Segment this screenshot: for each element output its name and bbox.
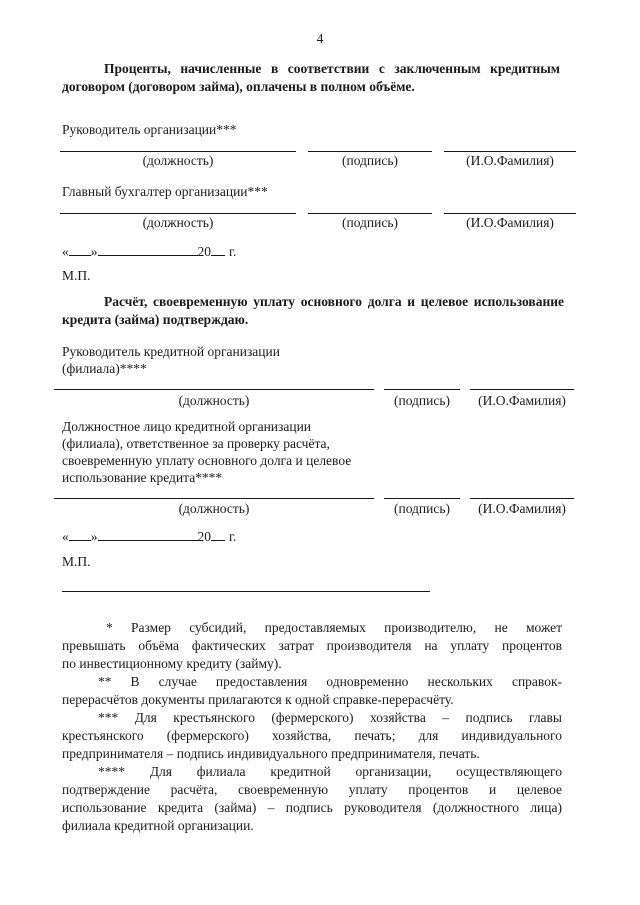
interest-paid-line-2: договором (договором займа), оплачены в полном объёме. xyxy=(62,79,415,94)
footnote-1 xyxy=(62,619,562,673)
confirm-line-1: Расчёт, своевременную уплату основного долга и целевое использование xyxy=(104,294,564,309)
bank-officer-label-3: своевременную уплату основного долга и целевое xyxy=(62,453,352,468)
bank-officer-position-line xyxy=(54,498,374,499)
accountant-signature-caption: (подпись) xyxy=(341,215,399,230)
footnote-4-line-1: **** Для филиала кредитной организации, осуществляющего xyxy=(98,764,562,779)
bank-officer-label-4: использование кредита**** xyxy=(62,470,223,485)
date-year-suffix: г. xyxy=(229,244,237,259)
accountant-name-caption: (И.О.Фамилия) xyxy=(466,215,554,230)
footnote-4-line-4: филиала кредитной организации. xyxy=(62,818,254,833)
bank-officer-position-caption: (должность) xyxy=(178,501,250,516)
date-year-prefix: 20 xyxy=(197,244,211,259)
bank-head-label-1: Руководитель кредитной организации xyxy=(62,344,280,359)
date-year-suffix: г. xyxy=(229,529,237,544)
footnote-1-line-1: * Размер субсидий, предоставляемых производителю, не может xyxy=(106,620,562,635)
stamp-2: М.П. xyxy=(62,554,91,569)
accountant-position-caption: (должность) xyxy=(142,215,214,230)
footnote-4-line-2: подтверждение расчёта, своевременную уплату процентов и целевое xyxy=(62,782,562,797)
footnote-3-line-1: *** Для крестьянского (фермерского) хозяйства – подпись главы xyxy=(98,710,562,725)
footnote-2-line-1: ** В случае предоставления одновременно нескольких справок- xyxy=(98,674,562,689)
footnote-3-line-2: крестьянского (фермерского) хозяйства, печать; для индивидуального xyxy=(62,728,562,743)
org-head-name-caption: (И.О.Фамилия) xyxy=(466,153,554,168)
bank-officer-label-2: (филиала), ответственное за проверку расчёта, xyxy=(62,436,330,451)
bank-officer-name-caption: (И.О.Фамилия) xyxy=(478,501,566,516)
date-line-2 xyxy=(62,528,236,545)
date-open-quote: « xyxy=(62,244,69,259)
bank-head-signature-line xyxy=(384,389,460,390)
footnote-1-line-3: по инвестиционному кредиту (займу). xyxy=(62,656,282,671)
date-close-quote: » xyxy=(90,244,98,259)
footnote-1-line-2: превышать объёма фактических затрат производителя на уплату процентов xyxy=(62,638,562,653)
bank-head-label-2: (филиала)**** xyxy=(62,361,147,376)
bank-head-position-caption: (должность) xyxy=(178,393,250,408)
org-head-signature-caption: (подпись) xyxy=(341,153,399,168)
confirm-line-2: кредита (займа) подтверждаю. xyxy=(62,312,249,327)
chief-accountant-label: Главный бухгалтер организации*** xyxy=(62,184,268,199)
date-month-blank xyxy=(98,528,198,541)
footnote-2 xyxy=(62,673,562,709)
page-number: 4 xyxy=(316,31,324,46)
footnote-3-line-3: предпринимателя – подпись индивидуального предпринимателя, печать. xyxy=(62,746,480,761)
footnote-4 xyxy=(62,763,562,835)
bank-head-signature-caption: (подпись) xyxy=(393,393,451,408)
bank-head-position-line xyxy=(54,389,374,390)
footnote-2-line-2: перерасчётов документы прилагаются к одной справке-перерасчёту. xyxy=(62,692,454,707)
date-year-blank xyxy=(211,243,225,256)
date-year-prefix: 20 xyxy=(197,529,211,544)
date-year-blank xyxy=(211,528,225,541)
bank-officer-label-1: Должностное лицо кредитной организации xyxy=(62,419,312,434)
footnote-3 xyxy=(62,709,562,763)
bank-officer-name-line xyxy=(470,498,574,499)
stamp-1: М.П. xyxy=(62,268,91,283)
bank-officer-signature-line xyxy=(384,498,460,499)
date-line-1 xyxy=(62,243,236,260)
date-day-blank xyxy=(69,243,91,256)
date-day-blank xyxy=(69,528,91,541)
org-head-position-caption: (должность) xyxy=(142,153,214,168)
interest-paid-line-1: Проценты, начисленные в соответствии с заключенным кредитным xyxy=(104,61,560,76)
bank-head-name-line xyxy=(470,389,574,390)
date-close-quote: » xyxy=(90,529,98,544)
footnote-separator xyxy=(62,591,430,592)
footnote-4-line-3: использование кредита (займа) – подпись руководителя (должностного лица) xyxy=(62,800,562,815)
date-month-blank xyxy=(98,243,198,256)
bank-head-name-caption: (И.О.Фамилия) xyxy=(478,393,566,408)
org-head-label: Руководитель организации*** xyxy=(62,122,237,137)
date-open-quote: « xyxy=(62,529,69,544)
bank-officer-signature-caption: (подпись) xyxy=(393,501,451,516)
